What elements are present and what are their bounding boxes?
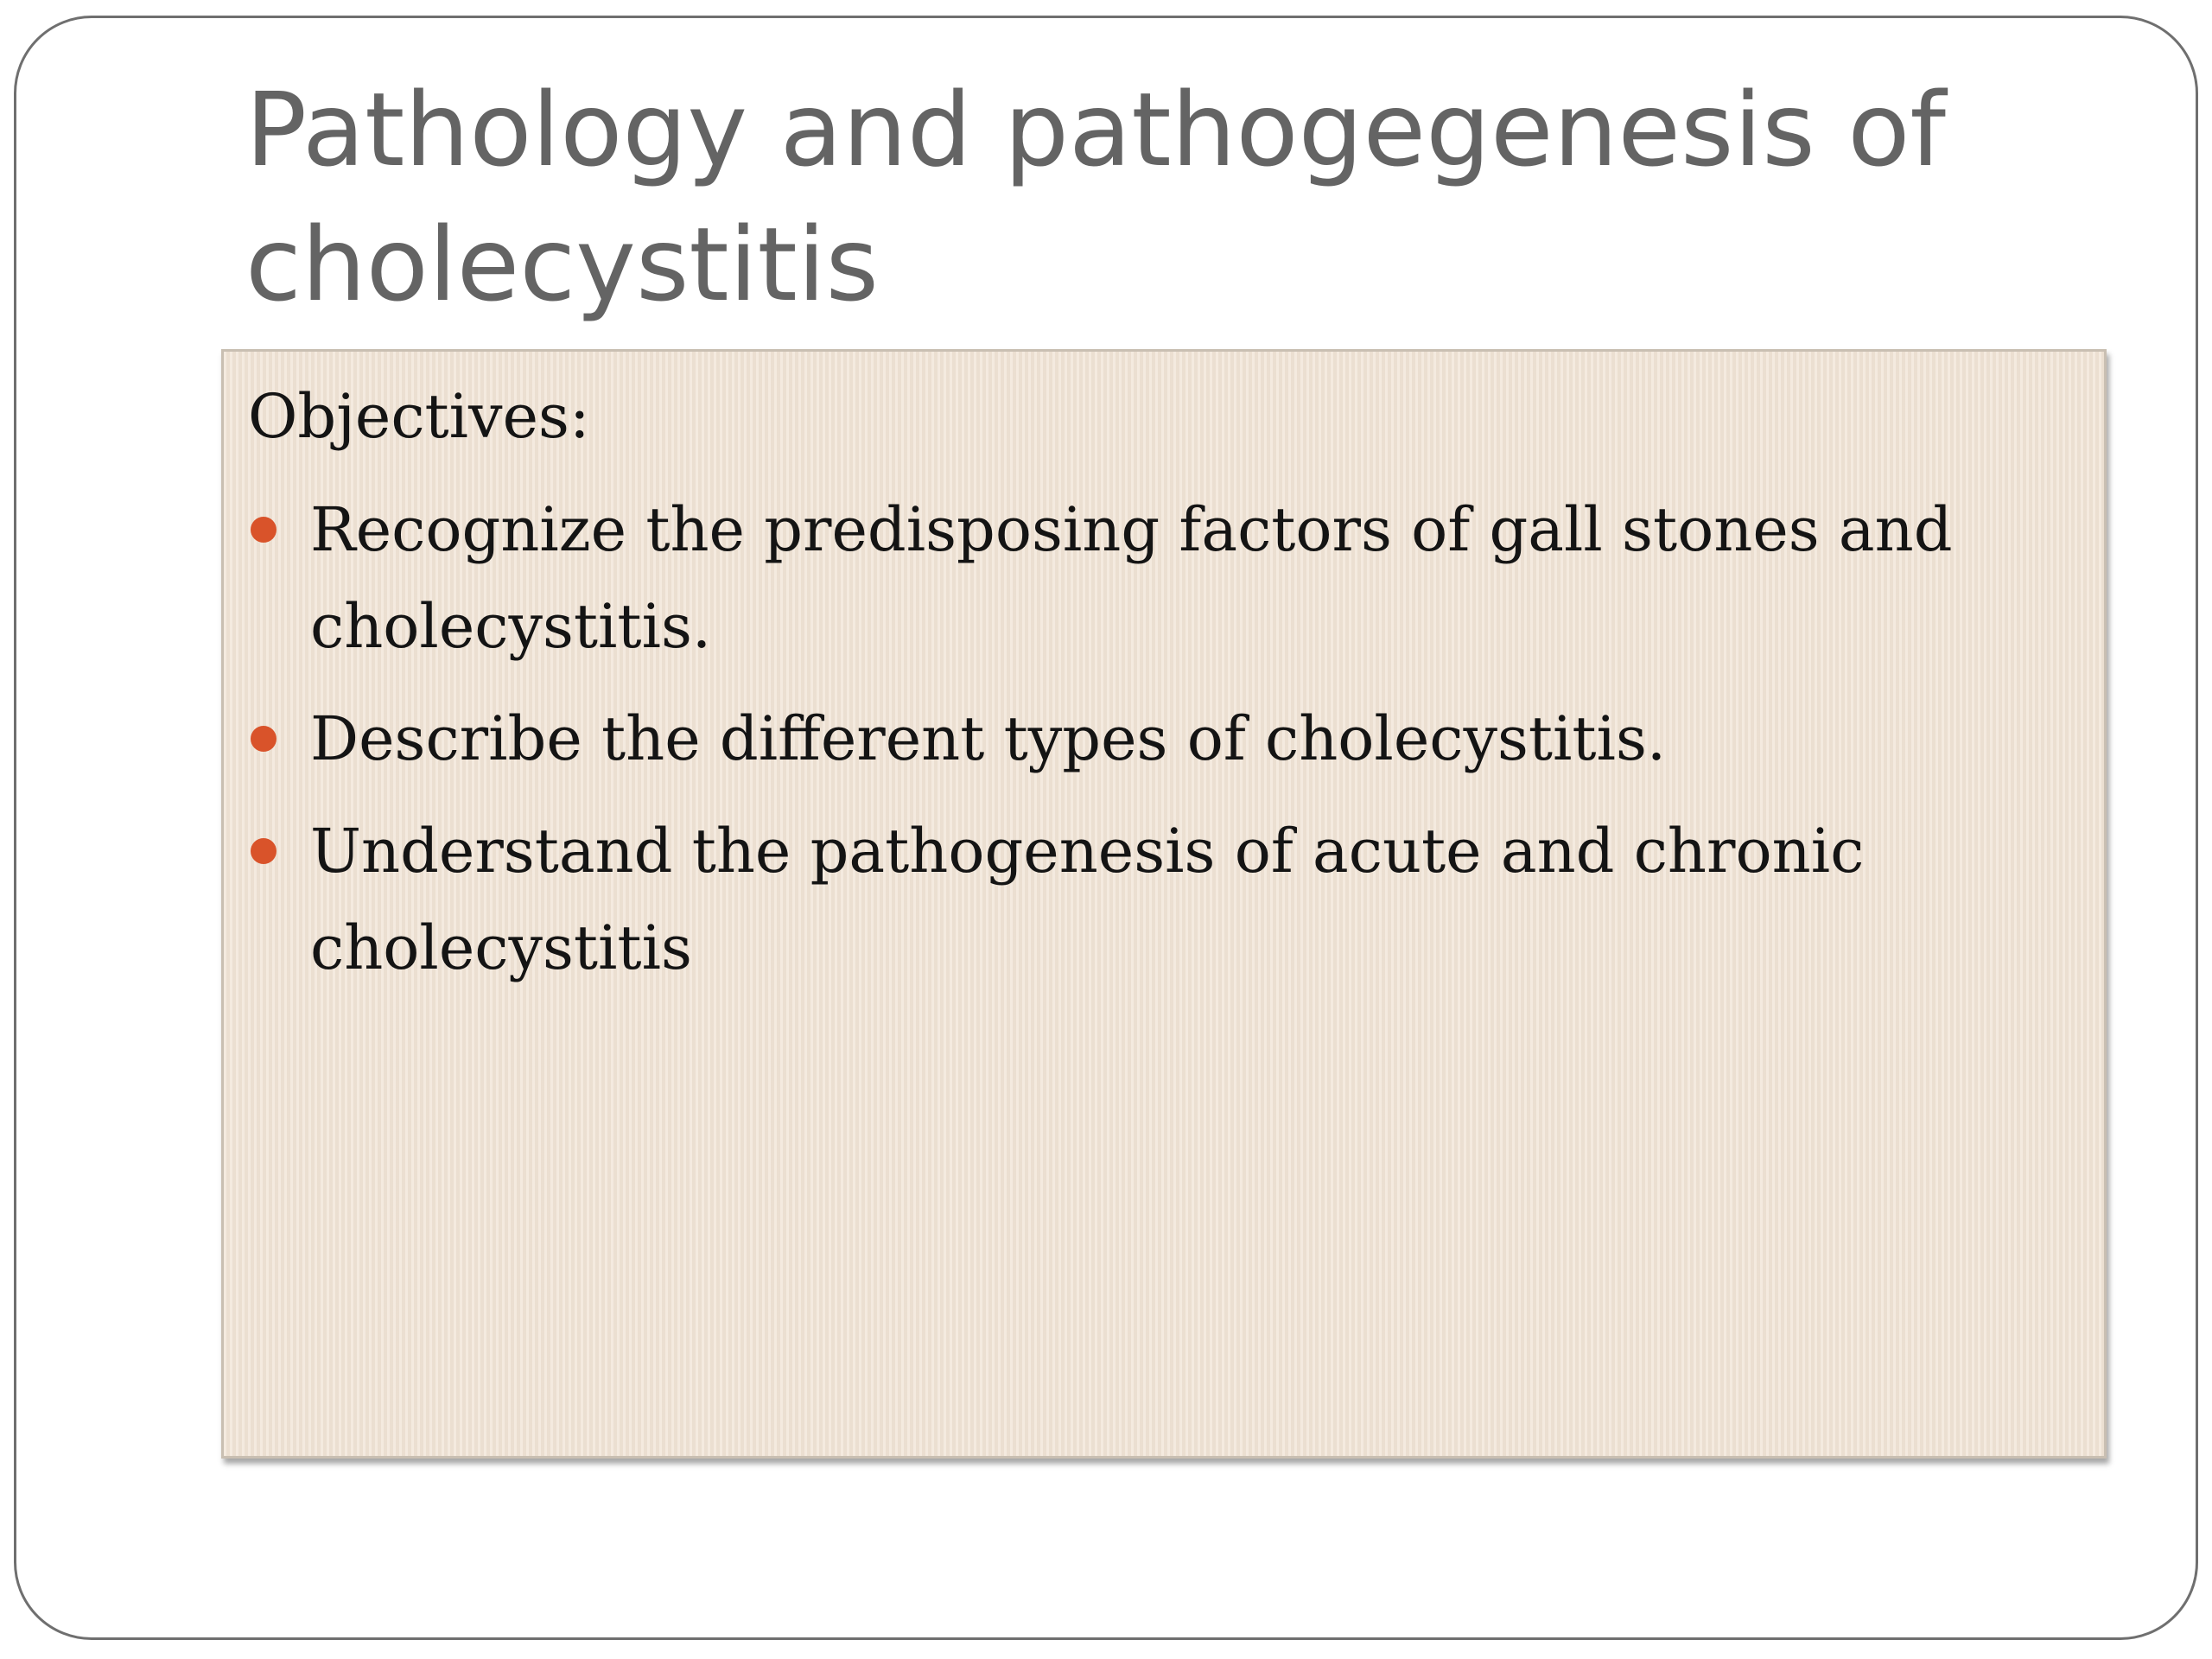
bullet-dot-icon bbox=[251, 726, 276, 752]
objectives-list bbox=[224, 481, 2038, 1012]
objective-item bbox=[224, 481, 2038, 675]
objective-text: Recognize the predisposing factors of gall stones and cholecystitis. bbox=[310, 494, 1953, 662]
objective-item bbox=[224, 803, 2038, 996]
objective-text: Describe the different types of cholecystitis. bbox=[310, 703, 1667, 774]
objective-text: Understand the pathogenesis of acute and chronic cholecystitis bbox=[310, 816, 1865, 983]
bullet-dot-icon bbox=[251, 838, 276, 864]
bullet-dot-icon bbox=[251, 517, 276, 543]
slide-title: Pathology and pathogegenesis of cholecystitis bbox=[245, 70, 1946, 324]
objectives-heading: Objectives: bbox=[248, 381, 590, 452]
objectives-box bbox=[221, 349, 2107, 1459]
objective-item bbox=[224, 690, 2038, 787]
